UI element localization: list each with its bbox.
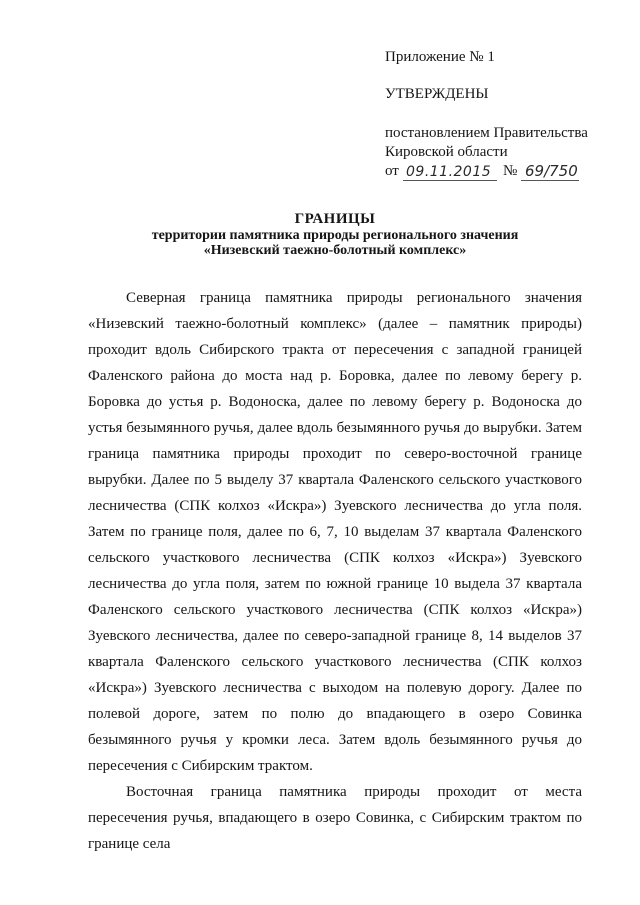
- approved-label: УТВЕРЖДЕНЫ: [385, 86, 489, 102]
- date-underline: [403, 180, 497, 181]
- heading-title: ГРАНИЦЫ: [294, 211, 376, 227]
- handwritten-number: 69/750: [525, 162, 578, 180]
- date-number-row: [385, 162, 625, 182]
- document-body: [88, 285, 582, 857]
- approval-block: [385, 48, 625, 182]
- decree-line-2: Кировской области: [385, 144, 508, 160]
- heading-line-1: территории памятника природы регионального значения: [151, 228, 519, 243]
- heading-line-2: «Низевский таежно-болотный комплекс»: [203, 243, 467, 258]
- paragraph-east-boundary: Восточная граница памятника природы проходит от места пересечения ручья, впадающего в озеро Совинка, с Сибирским трактом по границе села: [88, 784, 582, 852]
- decree-line-1: постановлением Правительства: [385, 125, 588, 141]
- date-prefix: от: [385, 163, 399, 179]
- number-underline: [521, 180, 579, 181]
- paragraph-north-boundary: Северная граница памятника природы регионального значения «Низевский таежно-болотный комплекс» (далее – памятник природы) проходит вдоль Сибирского тракта от пересечения с западной границей Фаленского района до моста над р. Боровка, далее по левому берегу р. Боровка до устья р. Водоноска, далее по левому берегу р. Водоноска до устья безымянного ручья, далее вдоль безымянного ручья до вырубки. Затем граница памятника природы проходит по северо-восточной границе вырубки. Далее по 5 выделу 37 квартала Фаленского сельского участкового лесничества (СПК колхоз «Искра») Зуевского лесничества до угла поля. Затем по границе поля, далее по 6, 7, 10 выделам 37 квартала Фаленского сельского участкового лесничества (СПК колхоз «Искра») Зуевского лесничества до угла поля, затем по южной границе 10 выдела 37 квартала Фаленского сельского участкового лесничества (СПК колхоз «Искра») Зуевского лесничества, далее по северо-западной границе 8, 14 выделов 37 квартала Фаленского сельского участкового лесничества (СПК колхоз «Искра») Зуевского лесничества с выходом на полевую дорогу. Далее по полевой дороге, затем по полю до впадающего в озеро Совинка безымянного ручья у кромки леса. Затем вдоль безымянного ручья до пересечения с Сибирским трактом.: [88, 290, 582, 774]
- appendix-label: Приложение № 1: [385, 49, 495, 65]
- number-prefix: №: [503, 163, 518, 179]
- handwritten-date: 09.11.2015: [406, 164, 492, 180]
- document-heading: [60, 212, 610, 258]
